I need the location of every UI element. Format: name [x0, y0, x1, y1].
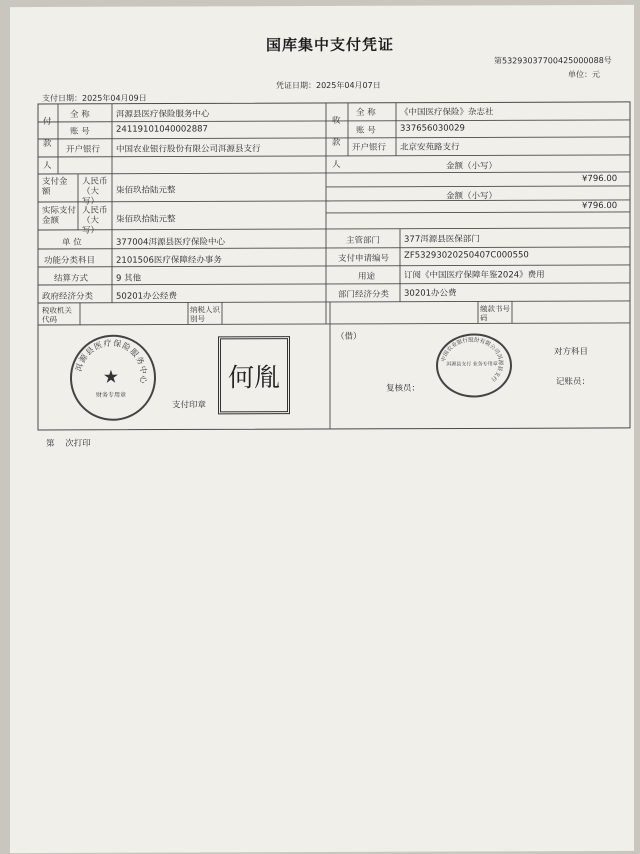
actual-amount-number: ¥796.00: [582, 200, 618, 212]
gov-econ-value: 50201办公经费: [116, 291, 178, 302]
voucher-paper: [10, 5, 634, 853]
settlement-value: 9 其他: [116, 273, 142, 284]
voucher-date: 凭证日期：2025年04月07日: [276, 80, 381, 91]
taxpayer-id-label: 纳税人识别号: [190, 305, 220, 324]
pay-amount-number: ¥796.00: [582, 173, 618, 185]
actual-amount-label: 实际支付金额: [42, 205, 77, 226]
bank-seal-ring-text: 中国农业银行股份有限公司洱源县支行: [440, 337, 504, 383]
payee-bank-label: 开户银行: [352, 142, 387, 153]
bank-seal: [436, 333, 512, 397]
dept-value: 377洱源县医保部门: [404, 234, 480, 245]
dept-econ-value: 30201办公费: [404, 288, 457, 299]
payer-account: 24119101040002887: [116, 124, 208, 135]
payer-bank-label: 开户银行: [66, 144, 101, 155]
gov-econ-label: 政府经济分类: [42, 291, 94, 302]
payment-date: 支付日期：2025年04月09日: [42, 93, 147, 103]
reviewer-label: 复核员：: [386, 383, 421, 394]
pay-amount-words: 柒佰玖拾陆元整: [116, 185, 176, 196]
star-icon: ★: [102, 366, 120, 388]
payee-account-label: 账 号: [356, 125, 376, 136]
pay-rmb-label: 人民币（大写）: [82, 176, 108, 207]
currency-unit: 单位：元: [568, 70, 600, 80]
payee-account: 337656030029: [400, 123, 465, 134]
counterpart-account-label: 对方科目: [554, 347, 589, 358]
pay-amount-label: 支付金额: [42, 176, 68, 197]
bookkeeper-label: 记账员：: [556, 377, 591, 388]
bank-seal-center-text: 洱源县支行 业务专用章: [446, 361, 498, 368]
unit-label: 单 位: [62, 237, 82, 248]
unit-value: 377004洱源县医疗保险中心: [116, 237, 225, 248]
payer-bank: 中国农业银行股份有限公司洱源县支行: [116, 144, 261, 155]
borrow-label: （借）: [336, 331, 362, 342]
request-number-value: ZF53293020250407C000550: [404, 250, 529, 261]
voucher-title: 国库集中支付凭证: [266, 35, 395, 55]
pay-small-label: 金额（小写）: [446, 161, 498, 172]
payee-bank: 北京安苑路支行: [400, 142, 460, 153]
settlement-label: 结算方式: [54, 273, 89, 284]
payee-side-label: 收款人: [332, 115, 341, 170]
payer-name: 洱源县医疗保险服务中心: [116, 109, 210, 120]
function-category-value: 2101506医疗保障经办事务: [116, 255, 222, 266]
personal-seal: 何胤: [218, 336, 290, 414]
svg-text:中国农业银行股份有限公司洱源县支行: [439, 335, 505, 384]
payer-name-label: 全 称: [70, 109, 90, 120]
purpose-label: 用途: [358, 271, 376, 282]
actual-rmb-label: 人民币（大写）: [82, 205, 108, 236]
actual-small-label: 金额（小写）: [446, 191, 498, 202]
finance-seal-ring-text: 洱源县医疗保险服务中心: [74, 338, 149, 386]
payee-name-label: 全 称: [356, 107, 376, 118]
purpose-value: 订阅《中国医疗保障年鉴2024》费用: [404, 270, 545, 281]
actual-amount-words: 柒佰玖拾陆元整: [116, 214, 176, 225]
dept-label: 主管部门: [346, 235, 381, 246]
document-number: 第53293037700425000088号: [494, 55, 612, 66]
payee-name: 《中国医疗保险》杂志社: [400, 107, 494, 118]
tax-receipt-label: 缴款书号码: [480, 304, 510, 323]
payment-seal-label: 支付印章: [172, 400, 207, 411]
tax-authority-label: 税收机关代码: [42, 305, 72, 324]
finance-seal: [70, 335, 156, 421]
request-number-label: 支付申请编号: [338, 253, 390, 264]
payer-side-label: 付款人: [43, 116, 52, 171]
payer-account-label: 账 号: [70, 126, 90, 137]
print-count: 第 次打印: [46, 438, 91, 449]
finance-seal-center-text: 财务专用章: [95, 391, 127, 399]
function-category-label: 功能分类科目: [44, 255, 96, 266]
dept-econ-label: 部门经济分类: [338, 289, 390, 300]
